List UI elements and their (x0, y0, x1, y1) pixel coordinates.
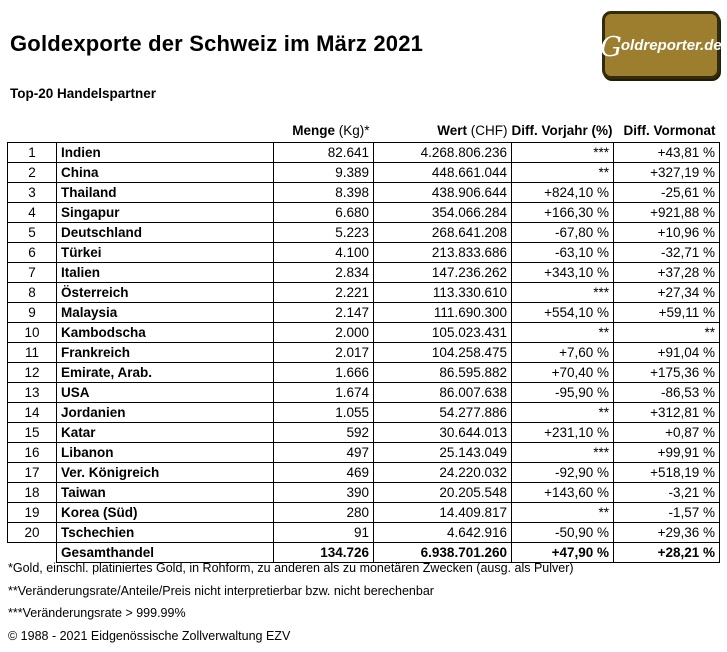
wert-cell: 4.268.806.236 (374, 143, 512, 163)
menge-cell: 8.398 (274, 183, 374, 203)
rank-cell: 2 (8, 163, 57, 183)
wert-cell: 86.595.882 (374, 363, 512, 383)
menge-cell: 592 (274, 423, 374, 443)
country-cell: Malaysia (57, 303, 274, 323)
diff-vormonat-cell: +10,96 % (614, 223, 720, 243)
rank-cell: 6 (8, 243, 57, 263)
diff-vorjahr-cell: +554,10 % (512, 303, 614, 323)
rank-cell: 13 (8, 383, 57, 403)
table-row (8, 243, 720, 263)
diff-vorjahr-cell: -63,10 % (512, 243, 614, 263)
menge-cell: 2.221 (274, 283, 374, 303)
diff-vorjahr-cell: -95,90 % (512, 383, 614, 403)
country-cell: Ver. Königreich (57, 463, 274, 483)
diff-vorjahr-cell: -92,90 % (512, 463, 614, 483)
table-row (8, 423, 720, 443)
country-cell: USA (57, 383, 274, 403)
menge-cell: 82.641 (274, 143, 374, 163)
table-row (8, 163, 720, 183)
wert-cell: 213.833.686 (374, 243, 512, 263)
wert-cell: 20.205.548 (374, 483, 512, 503)
table-row (8, 263, 720, 283)
diff-vormonat-cell: -1,57 % (614, 503, 720, 523)
diff-vormonat-cell: +921,88 % (614, 203, 720, 223)
wert-cell: 104.258.475 (374, 343, 512, 363)
table-row (8, 403, 720, 423)
country-cell: Kambodscha (57, 323, 274, 343)
wert-cell: 86.007.638 (374, 383, 512, 403)
country-cell: Frankreich (57, 343, 274, 363)
rank-cell: 5 (8, 223, 57, 243)
header-diff-vorjahr: Diff. Vorjahr (%) (511, 123, 613, 138)
country-cell: Türkei (57, 243, 274, 263)
rank-cell: 1 (8, 143, 57, 163)
table-row (8, 503, 720, 523)
country-cell: Indien (57, 143, 274, 163)
diff-vormonat-cell: +175,36 % (614, 363, 720, 383)
table-row (8, 183, 720, 203)
wert-cell: 54.277.886 (374, 403, 512, 423)
diff-vormonat-cell: +327,19 % (614, 163, 720, 183)
menge-cell: 497 (274, 443, 374, 463)
header-menge: Menge (Kg)* (292, 123, 370, 138)
menge-cell: 4.100 (274, 243, 374, 263)
menge-cell: 91 (274, 523, 374, 543)
rank-cell: 16 (8, 443, 57, 463)
footnote-triple-asterisk: ***Veränderungsrate > 999.99% (8, 606, 186, 620)
country-cell: Jordanien (57, 403, 274, 423)
header-diff-vormonat: Diff. Vormonat (623, 123, 716, 138)
table-row (8, 143, 720, 163)
table-row (8, 223, 720, 243)
diff-vormonat-cell: -32,71 % (614, 243, 720, 263)
country-cell: Taiwan (57, 483, 274, 503)
rank-cell: 7 (8, 263, 57, 283)
menge-cell: 1.055 (274, 403, 374, 423)
menge-cell: 2.147 (274, 303, 374, 323)
diff-vorjahr-cell: -67,80 % (512, 223, 614, 243)
diff-vormonat-cell: +43,81 % (614, 143, 720, 163)
wert-cell: 147.236.262 (374, 263, 512, 283)
table-row (8, 323, 720, 343)
table-row (8, 343, 720, 363)
table-row (8, 383, 720, 403)
table-header-row (8, 122, 720, 143)
table-row (8, 523, 720, 543)
diff-vorjahr-cell: +166,30 % (512, 203, 614, 223)
rank-cell: 9 (8, 303, 57, 323)
footnote-double-asterisk: **Veränderungsrate/Anteile/Preis nicht interpretierbar bzw. nicht berechenbar (8, 583, 434, 598)
rank-cell: 10 (8, 323, 57, 343)
country-cell: Emirate, Arab. (57, 363, 274, 383)
rank-cell: 20 (8, 523, 57, 543)
wert-cell: 354.066.284 (374, 203, 512, 223)
diff-vormonat-cell: -25,61 % (614, 183, 720, 203)
diff-vorjahr-cell: ** (512, 403, 614, 423)
rank-cell: 4 (8, 203, 57, 223)
country-cell: Österreich (57, 283, 274, 303)
diff-vorjahr-cell: ** (512, 323, 614, 343)
rank-cell: 8 (8, 283, 57, 303)
country-cell: China (57, 163, 274, 183)
diff-vormonat-cell: +91,04 % (614, 343, 720, 363)
wert-cell: 25.143.049 (374, 443, 512, 463)
wert-cell: 113.330.610 (374, 283, 512, 303)
diff-vorjahr-cell: +70,40 % (512, 363, 614, 383)
country-cell: Italien (57, 263, 274, 283)
table-row (8, 203, 720, 223)
diff-vormonat-cell: +37,28 % (614, 263, 720, 283)
country-cell: Thailand (57, 183, 274, 203)
diff-vorjahr-cell: ** (512, 503, 614, 523)
diff-vormonat-cell: +29,36 % (614, 523, 720, 543)
rank-cell: 3 (8, 183, 57, 203)
diff-vorjahr-cell: +343,10 % (512, 263, 614, 283)
table-row (8, 363, 720, 383)
logo-text: oldreporter.de (620, 36, 722, 54)
header-rank (8, 122, 57, 143)
diff-vormonat-cell: +0,87 % (614, 423, 720, 443)
country-cell: Katar (57, 423, 274, 443)
menge-cell: 2.834 (274, 263, 374, 283)
diff-vormonat-cell: -3,21 % (614, 483, 720, 503)
copyright-line: © 1988 - 2021 Eidgenössische Zollverwaltung EZV (8, 628, 291, 643)
country-cell: Korea (Süd) (57, 503, 274, 523)
diff-vorjahr-cell: +824,10 % (512, 183, 614, 203)
country-cell: Deutschland (57, 223, 274, 243)
wert-cell: 4.642.916 (374, 523, 512, 543)
menge-cell: 2.000 (274, 323, 374, 343)
header-wert: Wert (CHF) (437, 123, 508, 138)
diff-vormonat-cell: +59,11 % (614, 303, 720, 323)
menge-cell: 1.666 (274, 363, 374, 383)
country-cell: Singapur (57, 203, 274, 223)
total-row (8, 543, 720, 563)
rank-cell (8, 543, 57, 563)
wert-cell: 438.906.644 (374, 183, 512, 203)
country-cell: Libanon (57, 443, 274, 463)
table-row (8, 443, 720, 463)
table-row (8, 303, 720, 323)
diff-vormonat-cell: +27,34 % (614, 283, 720, 303)
goldreporter-logo (602, 11, 720, 79)
rank-cell: 11 (8, 343, 57, 363)
diff-vorjahr-cell: ** (512, 163, 614, 183)
wert-cell: 14.409.817 (374, 503, 512, 523)
wert-cell: 105.023.431 (374, 323, 512, 343)
wert-cell: 111.690.300 (374, 303, 512, 323)
gold-exports-table (7, 122, 720, 563)
footnotes (8, 562, 718, 652)
menge-cell: 9.389 (274, 163, 374, 183)
diff-vormonat-cell: +518,19 % (614, 463, 720, 483)
page-title: Goldexporte der Schweiz im März 2021 (10, 31, 424, 56)
menge-cell: 280 (274, 503, 374, 523)
rank-cell: 12 (8, 363, 57, 383)
footnote-gold-definition: *Gold, einschl. platiniertes Gold, in Rohform, zu anderen als zu monetären Zwecken (ausg. als Pulver) (8, 561, 574, 575)
rank-cell: 19 (8, 503, 57, 523)
diff-vormonat-cell: +28,21 % (614, 543, 720, 563)
wert-cell: 24.220.032 (374, 463, 512, 483)
diff-vorjahr-cell: *** (512, 283, 614, 303)
logo-initial: G (600, 31, 622, 63)
wert-cell: 268.641.208 (374, 223, 512, 243)
country-cell: Tschechien (57, 523, 274, 543)
header-country (57, 122, 274, 143)
table-row (8, 483, 720, 503)
wert-cell: 6.938.701.260 (374, 543, 512, 563)
table-row (8, 283, 720, 303)
diff-vorjahr-cell: +231,10 % (512, 423, 614, 443)
menge-cell: 1.674 (274, 383, 374, 403)
diff-vormonat-cell: +312,81 % (614, 403, 720, 423)
country-cell: Gesamthandel (57, 543, 274, 563)
menge-cell: 469 (274, 463, 374, 483)
diff-vorjahr-cell: -50,90 % (512, 523, 614, 543)
diff-vormonat-cell: ** (614, 323, 720, 343)
wert-cell: 30.644.013 (374, 423, 512, 443)
rank-cell: 18 (8, 483, 57, 503)
menge-cell: 5.223 (274, 223, 374, 243)
diff-vormonat-cell: +99,91 % (614, 443, 720, 463)
rank-cell: 14 (8, 403, 57, 423)
diff-vorjahr-cell: *** (512, 443, 614, 463)
menge-cell: 2.017 (274, 343, 374, 363)
menge-cell: 390 (274, 483, 374, 503)
table-row (8, 463, 720, 483)
rank-cell: 17 (8, 463, 57, 483)
diff-vorjahr-cell: +7,60 % (512, 343, 614, 363)
diff-vorjahr-cell: +47,90 % (512, 543, 614, 563)
table-subtitle: Top-20 Handelspartner (10, 86, 157, 101)
rank-cell: 15 (8, 423, 57, 443)
diff-vormonat-cell: -86,53 % (614, 383, 720, 403)
menge-cell: 134.726 (274, 543, 374, 563)
menge-cell: 6.680 (274, 203, 374, 223)
diff-vorjahr-cell: *** (512, 143, 614, 163)
wert-cell: 448.661.044 (374, 163, 512, 183)
diff-vorjahr-cell: +143,60 % (512, 483, 614, 503)
